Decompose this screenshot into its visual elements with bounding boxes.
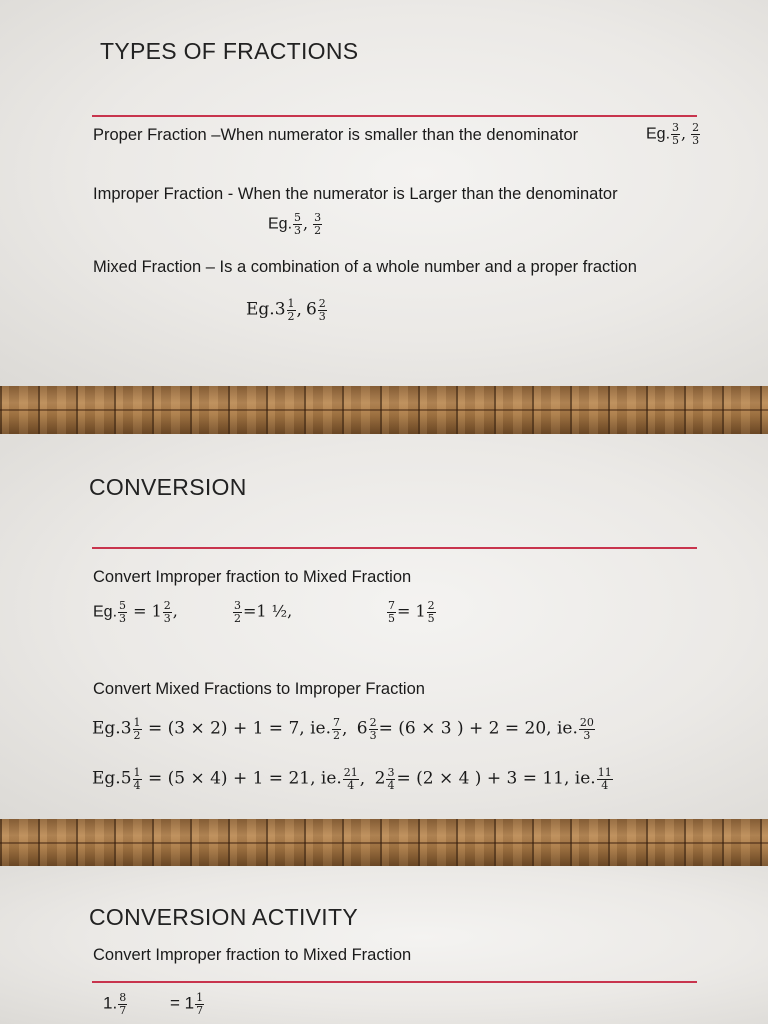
- mixed-fraction-definition: Mixed Fraction – Is a combination of a whole number and a proper fraction: [93, 258, 637, 276]
- fraction: $\frac{2}{3}$: [369, 716, 377, 742]
- mixed-fraction-example: Eg.3 $\frac{1}{2}$ , 6 $\frac{2}{3}$: [246, 297, 326, 323]
- slide-conversion-activity: [0, 866, 768, 1024]
- example-label: Eg.: [246, 299, 275, 320]
- fraction: $\frac{1}{7}$: [196, 991, 204, 1017]
- slide-conversion: [0, 434, 768, 819]
- title-rule: [92, 981, 697, 983]
- fraction: $\frac{1}{4}$: [133, 766, 141, 792]
- title-rule: [92, 547, 697, 549]
- fraction: $\frac{7}{2}$: [332, 716, 340, 742]
- fraction: $\frac{3}{4}$: [387, 766, 395, 792]
- fraction: $\frac{2}{3}$: [692, 121, 700, 147]
- mixed-to-improper-example-row-1: Eg.3 $\frac{1}{2}$ = (3 × 2) + 1 = 7, ie. $\frac{7}{2}$ , 6 $\frac{2}{3}$ = (6 × 3 ) + 2 = 20, ie. $\frac{20}{3}$: [92, 716, 594, 742]
- fraction: $\frac{7}{5}$: [388, 599, 395, 625]
- fraction: $\frac{5}{3}$: [119, 599, 127, 625]
- fraction: $\frac{2}{3}$: [318, 297, 326, 323]
- wood-divider: [0, 386, 768, 434]
- example-label: Eg.: [92, 768, 121, 789]
- fraction: $\frac{3}{2}$: [314, 211, 322, 237]
- improper-fraction-definition: Improper Fraction - When the numerator is Larger than the denominator: [93, 185, 618, 203]
- fraction: $\frac{8}{7}$: [119, 991, 127, 1017]
- fraction: $\frac{1}{2}$: [133, 716, 141, 742]
- slide-title: CONVERSION: [89, 474, 247, 500]
- example-label: Eg.: [268, 215, 293, 233]
- activity-item-1: [103, 992, 128, 1016]
- fraction: $\frac{2}{3}$: [163, 599, 171, 625]
- example-label: Eg.: [92, 718, 121, 739]
- improper-fraction-example: Eg. $\frac{5}{3}$ , $\frac{3}{2}$: [268, 211, 322, 237]
- example-label: Eg.: [646, 125, 671, 143]
- slide-title: CONVERSION ACTIVITY: [89, 904, 358, 930]
- activity-item-1-answer: = 1 $\frac{1}{7}$: [170, 991, 204, 1017]
- proper-fraction-definition: Proper Fraction –When numerator is smaller than the denominator: [93, 126, 579, 144]
- fraction: $\frac{1}{2}$: [287, 297, 295, 323]
- example-label: Eg.: [93, 603, 118, 621]
- wood-divider: [0, 819, 768, 866]
- proper-fraction-example: Eg. $\frac{3}{5}$ , $\frac{2}{3}$: [646, 121, 700, 147]
- improper-to-mixed-example-3: $\frac{7}{5}$ = 1 $\frac{2}{5}$: [388, 599, 435, 625]
- mixed-to-improper-example-row-2: Eg.5 $\frac{1}{4}$ = (5 × 4) + 1 = 21, ie. $\frac{21}{4}$ , 2 $\frac{3}{4}$ = (2 × 4 ) + 3 = 11, ie. $\frac{11}{4}$: [92, 766, 612, 792]
- slide-title: TYPES OF FRACTIONS: [100, 38, 359, 64]
- fraction: $\frac{3}{2}$: [234, 599, 241, 625]
- title-rule: [92, 115, 697, 117]
- slide-types-of-fractions: [0, 0, 768, 386]
- improper-to-mixed-examples: Eg. $\frac{5}{3}$ = 1 $\frac{2}{3}$ ,: [93, 599, 178, 625]
- section-heading: Convert Mixed Fractions to Improper Fraction: [93, 680, 425, 698]
- fraction: $\frac{11}{4}$: [597, 766, 612, 792]
- fraction: $\frac{21}{4}$: [343, 766, 358, 792]
- fraction: $\frac{2}{5}$: [427, 599, 435, 625]
- fraction: $\frac{3}{5}$: [672, 121, 680, 147]
- item-index: 1.: [103, 993, 118, 1013]
- section-heading: Convert Improper fraction to Mixed Fraction: [93, 946, 412, 964]
- section-heading: Convert Improper fraction to Mixed Fraction: [93, 568, 412, 586]
- improper-to-mixed-example-2: $\frac{3}{2}$ =1 ½,: [234, 599, 293, 625]
- fraction: $\frac{20}{3}$: [579, 716, 594, 742]
- fraction: $\frac{5}{3}$: [294, 211, 302, 237]
